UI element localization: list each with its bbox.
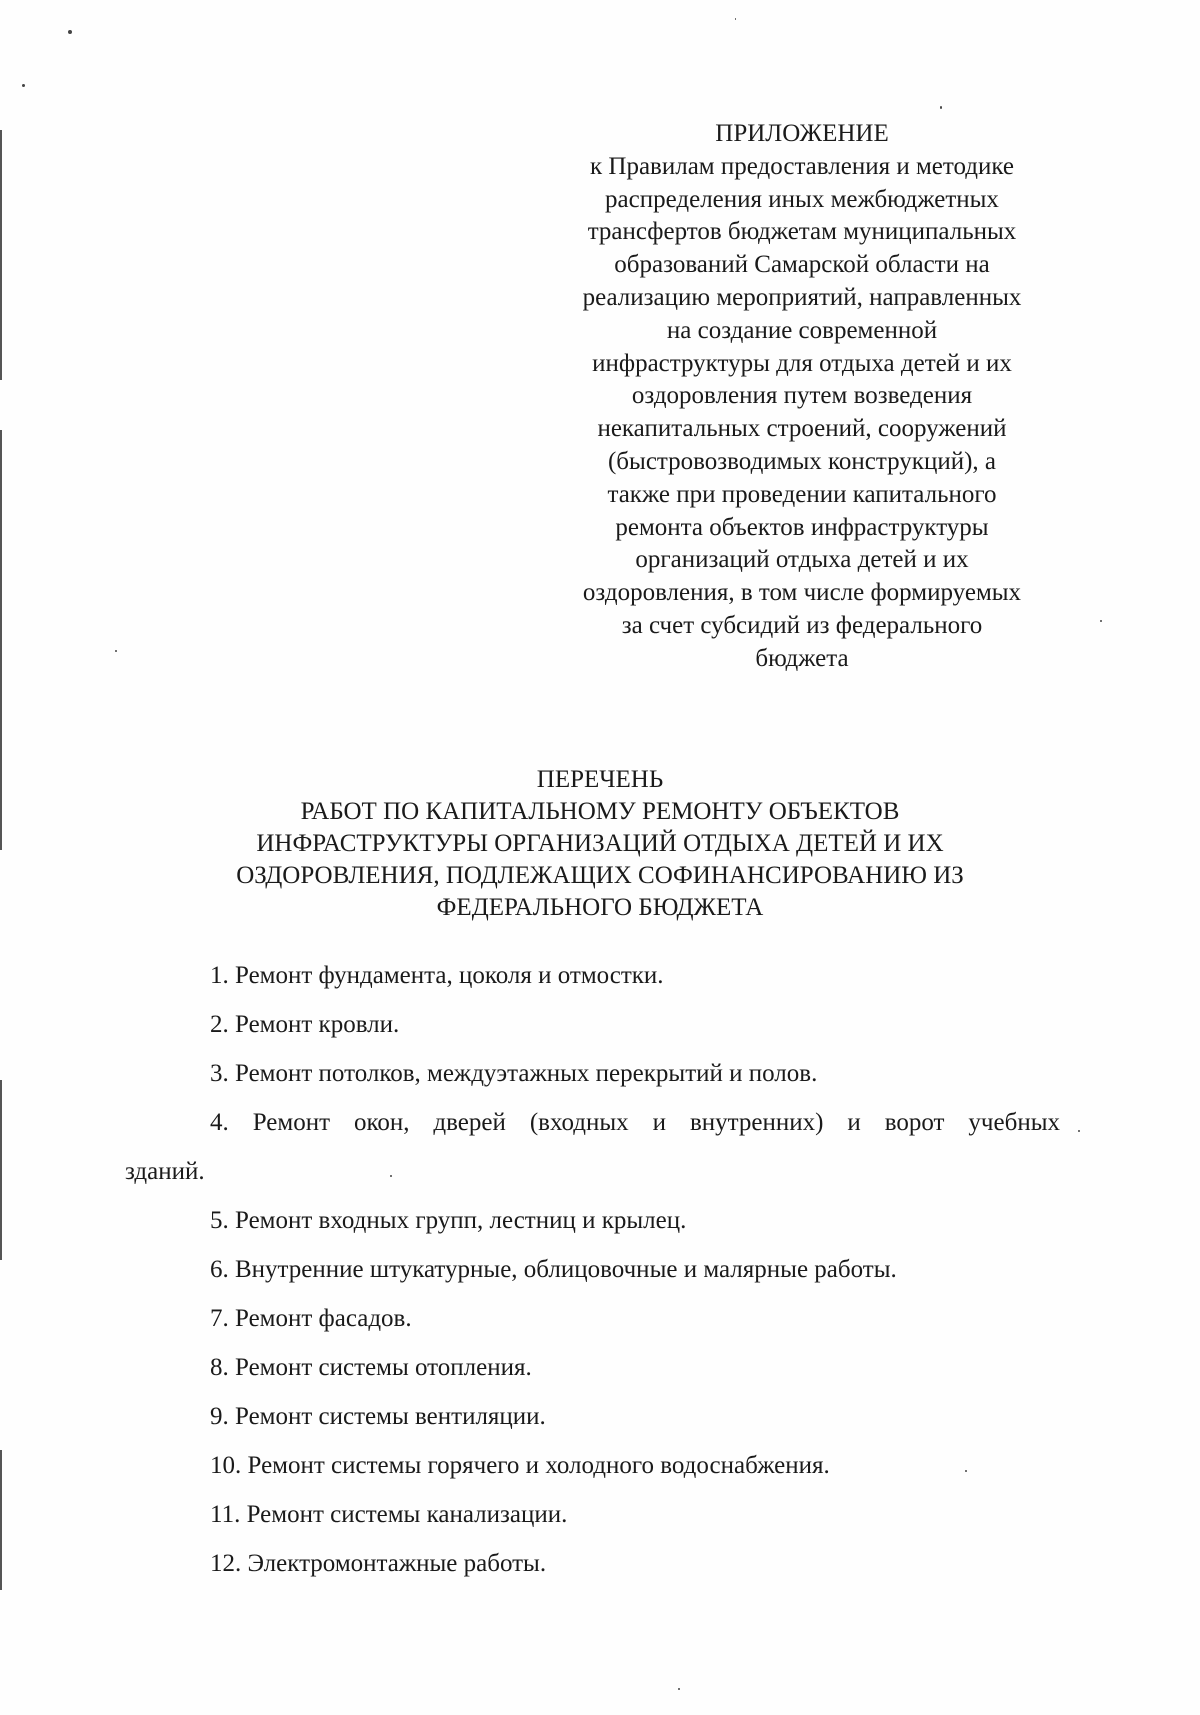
appendix-line: (быстровозводимых конструкций), а [607, 447, 996, 475]
appendix-line: инфраструктуры для отдыха детей и их [592, 349, 1012, 377]
appendix-line: на создание современной [666, 316, 938, 344]
appendix-line: распределения иных межбюджетных [605, 185, 999, 213]
appendix-line: ремонта объектов инфраструктуры [615, 513, 989, 541]
list-item: 10. Ремонт системы горячего и холодного водоснабжения. [210, 1452, 830, 1479]
list-item: 6. Внутренние штукатурные, облицовочные и малярные работы. [210, 1256, 897, 1283]
list-item: 5. Ремонт входных групп, лестниц и крылец. [210, 1207, 687, 1234]
list-item: 11. Ремонт системы канализации. [210, 1501, 568, 1528]
appendix-line: реализацию мероприятий, направленных [582, 283, 1022, 311]
list-title-line: ФЕДЕРАЛЬНОГО БЮДЖЕТА [436, 894, 764, 921]
appendix-line: образований Самарской области на [614, 251, 990, 279]
appendix-title: ПРИЛОЖЕНИЕ [715, 120, 889, 147]
list-title-line: ОЗДОРОВЛЕНИЯ, ПОДЛЕЖАЩИХ СОФИНАНСИРОВАНИЮ ИЗ [236, 862, 964, 889]
list-item: 12. Электромонтажные работы. [210, 1550, 547, 1577]
appendix-line: трансфертов бюджетам муниципальных [587, 218, 1017, 246]
appendix-line: к Правилам предоставления и методике [590, 152, 1014, 180]
appendix-line: организаций отдыха детей и их [635, 546, 969, 574]
list-item: 4. Ремонт окон, дверей (входных и внутренних) и ворот учебных [210, 1109, 1060, 1136]
list-title-line: РАБОТ ПО КАПИТАЛЬНОМУ РЕМОНТУ ОБЪЕКТОВ [300, 798, 900, 825]
list-item: 9. Ремонт системы вентиляции. [210, 1403, 546, 1430]
list-title-line: ПЕРЕЧЕНЬ [536, 766, 664, 793]
appendix-line: оздоровления, в том числе формируемых [582, 579, 1022, 607]
list-item: 8. Ремонт системы отопления. [210, 1354, 532, 1381]
appendix-line: некапитальных строений, сооружений [597, 415, 1007, 443]
appendix-line: за счет субсидий из федерального [621, 611, 983, 639]
appendix-line: оздоровления путем возведения [631, 382, 973, 410]
list-item: 1. Ремонт фундамента, цоколя и отмостки. [210, 962, 664, 989]
appendix-line: бюджета [755, 644, 849, 672]
list-item: 2. Ремонт кровли. [210, 1011, 400, 1038]
list-item-continuation: зданий. [125, 1158, 205, 1185]
appendix-line: также при проведении капитального [607, 480, 997, 508]
list-item: 7. Ремонт фасадов. [210, 1305, 412, 1332]
list-title-line: ИНФРАСТРУКТУРЫ ОРГАНИЗАЦИЙ ОТДЫХА ДЕТЕЙ И ИХ [256, 830, 944, 857]
list-item: 3. Ремонт потолков, междуэтажных перекрытий и полов. [210, 1060, 818, 1087]
